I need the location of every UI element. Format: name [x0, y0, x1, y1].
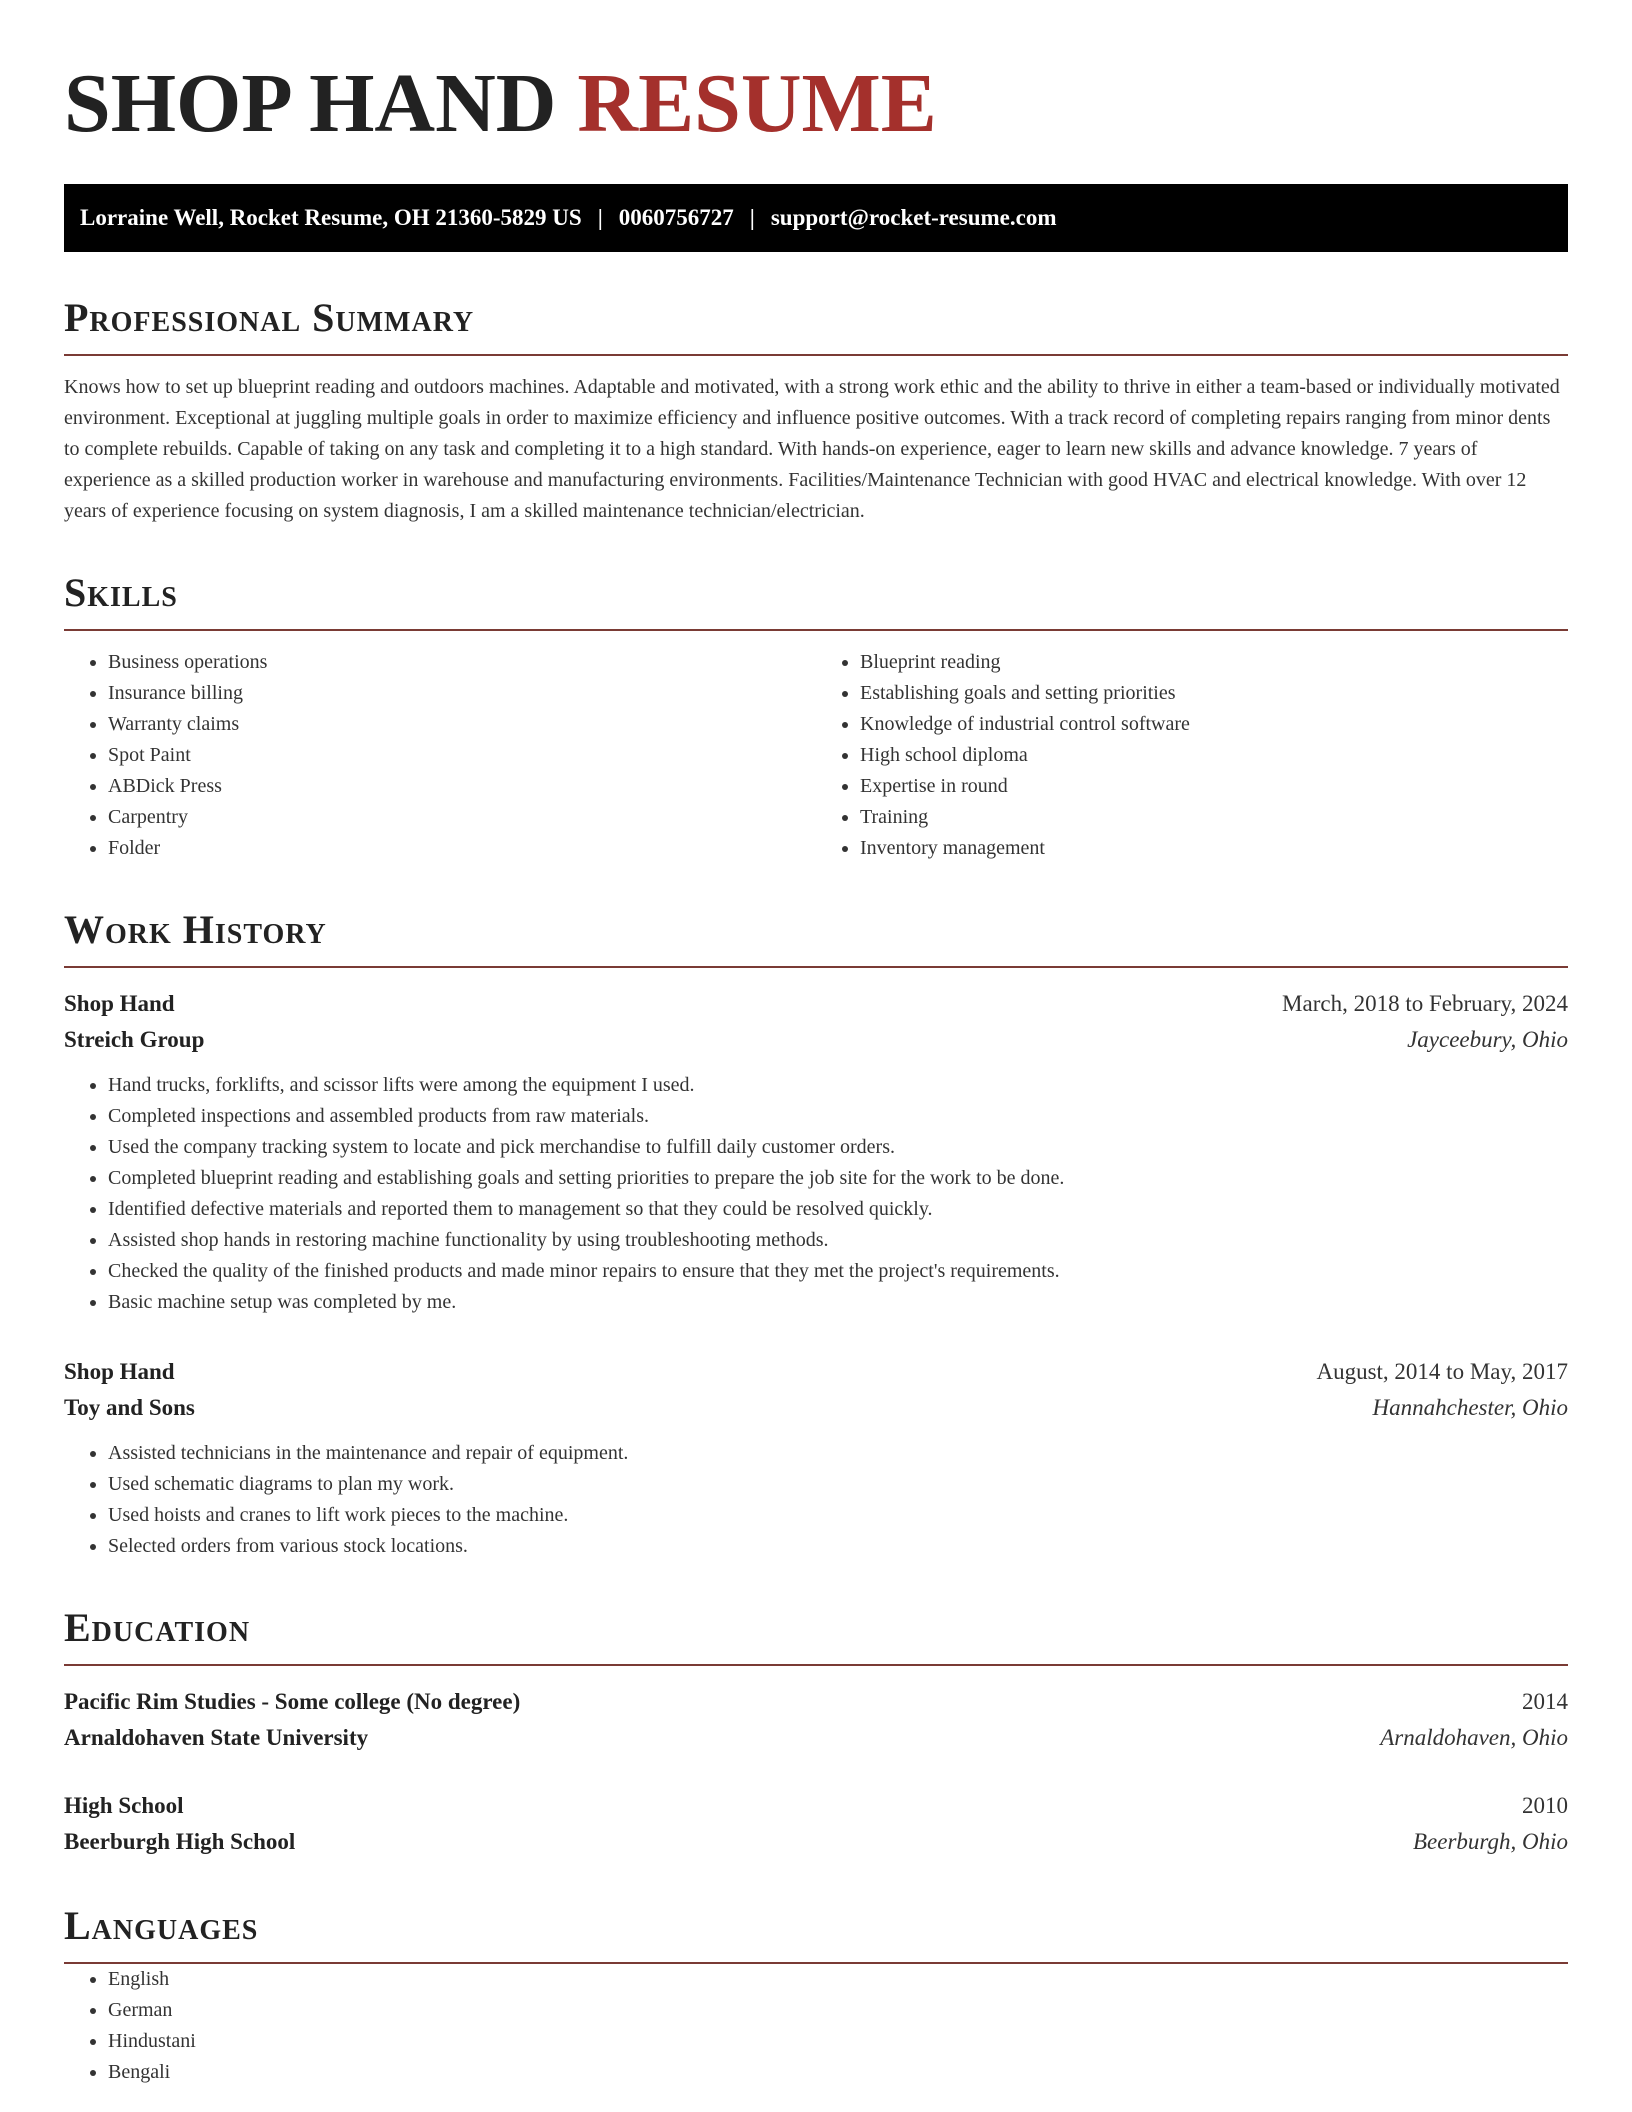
summary-text: Knows how to set up blueprint reading and outdoors machines. Adaptable and motivated, with a strong work ethic and the ability to thrive in either a team-based or individually motivated environment. Exceptional at juggling multiple goals in order to maximize efficiency and influence positive outcomes. With a track record of completing repairs ranging from minor dents to complete rebuilds. Capable of taking on any task and completing it to a high standard. With hands-on experience, eager to learn new skills and advance knowledge. 7 years of experience as a skilled production worker in warehouse and manufacturing environments. Facilities/Maintenance Technician with good HVAC and electrical knowledge. With over 12 years of experience focusing on system diagnosis, I am a skilled maintenance technician/electrician.: [64, 376, 1560, 522]
job-duty: • Used hoists and cranes to lift work pieces to the machine.: [108, 1500, 1568, 1531]
skill-item: • Training: [860, 802, 1568, 833]
job-duty: • Completed inspections and assembled products from raw materials.: [108, 1101, 1568, 1132]
job-header-row: [64, 986, 1568, 1022]
education-school-row: [64, 1824, 1568, 1860]
work-history-heading: Work History: [64, 908, 1568, 968]
education-year: 2014: [1522, 1689, 1568, 1714]
education-location: Beerburgh, Ohio: [1412, 1829, 1568, 1854]
job-title: Shop Hand: [64, 991, 175, 1016]
contact-phone: 0060756727: [618, 205, 734, 230]
language-item: • Hindustani: [108, 2026, 1568, 2057]
job-company: Toy and Sons: [64, 1395, 195, 1420]
job-title: Shop Hand: [64, 1359, 175, 1384]
job-duty: • Assisted technicians in the maintenance and repair of equipment.: [108, 1438, 1568, 1469]
job-entry: [64, 986, 1568, 1318]
contact-bar: [64, 184, 1568, 252]
skill-item: • Expertise in round: [860, 771, 1568, 802]
skills-columns: [64, 647, 1568, 864]
contact-separator: |: [749, 205, 755, 230]
job-location: Hannahchester, Ohio: [1372, 1395, 1568, 1420]
summary-heading: Professional Summary: [64, 296, 1568, 356]
job-duty: • Used the company tracking system to locate and pick merchandise to fulfill daily customer orders.: [108, 1132, 1568, 1163]
title-accent: RESUME: [577, 57, 937, 150]
skill-item: • Establishing goals and setting priorities: [860, 678, 1568, 709]
job-company: Streich Group: [64, 1027, 205, 1052]
education-entry: [64, 1684, 1568, 1756]
title-main: SHOP HAND: [64, 57, 557, 150]
education-heading: Education: [64, 1606, 1568, 1666]
contact-address: Lorraine Well, Rocket Resume, OH 21360-5829 US: [80, 205, 582, 230]
education-year: 2010: [1522, 1793, 1568, 1818]
skill-item: • Warranty claims: [108, 709, 816, 740]
job-location: Jayceebury, Ohio: [1407, 1027, 1568, 1052]
skill-item: • Knowledge of industrial control software: [860, 709, 1568, 740]
job-dates: August, 2014 to May, 2017: [1316, 1359, 1568, 1384]
job-duty: • Hand trucks, forklifts, and scissor lifts were among the equipment I used.: [108, 1070, 1568, 1101]
education-entry: [64, 1788, 1568, 1860]
language-item: • English: [108, 1964, 1568, 1995]
job-company-row: [64, 1022, 1568, 1058]
skills-list-left: [64, 647, 816, 864]
skill-item: • ABDick Press: [108, 771, 816, 802]
skills-list-right: [816, 647, 1568, 864]
contact-separator: |: [597, 205, 603, 230]
skill-item: • Business operations: [108, 647, 816, 678]
job-header-row: [64, 1354, 1568, 1390]
job-duty: • Checked the quality of the finished products and made minor repairs to ensure that they met the project's requirements.: [108, 1256, 1568, 1287]
languages-list: [64, 1964, 1568, 2088]
job-entry: [64, 1354, 1568, 1562]
skills-heading: Skills: [64, 571, 1568, 631]
skill-item: • Inventory management: [860, 833, 1568, 864]
skill-item: • Spot Paint: [108, 740, 816, 771]
skill-item: • High school diploma: [860, 740, 1568, 771]
job-duties: [64, 1438, 1568, 1562]
skill-item: • Folder: [108, 833, 816, 864]
language-item: • German: [108, 1995, 1568, 2026]
job-duty: • Used schematic diagrams to plan my work.: [108, 1469, 1568, 1500]
skill-item: • Insurance billing: [108, 678, 816, 709]
job-duty: • Assisted shop hands in restoring machine functionality by using troubleshooting methods.: [108, 1225, 1568, 1256]
job-duty: • Selected orders from various stock locations.: [108, 1531, 1568, 1562]
job-company-row: [64, 1390, 1568, 1426]
job-dates: March, 2018 to February, 2024: [1282, 991, 1568, 1016]
job-duty: • Basic machine setup was completed by me.: [108, 1287, 1568, 1318]
education-degree: Pacific Rim Studies - Some college (No degree): [64, 1689, 521, 1714]
skill-item: • Carpentry: [108, 802, 816, 833]
language-item: • Bengali: [108, 2057, 1568, 2088]
job-duties: [64, 1070, 1568, 1318]
resume-title: [64, 56, 1568, 152]
job-duty: • Completed blueprint reading and establishing goals and setting priorities to prepare the job site for the work to be done.: [108, 1163, 1568, 1194]
languages-heading: Languages: [64, 1904, 1568, 1964]
education-location: Arnaldohaven, Ohio: [1380, 1725, 1568, 1750]
skill-item: • Blueprint reading: [860, 647, 1568, 678]
education-school: Arnaldohaven State University: [64, 1725, 369, 1750]
contact-email: support@rocket-resume.com: [770, 205, 1057, 230]
education-degree-row: [64, 1788, 1568, 1824]
education-degree: High School: [64, 1793, 184, 1818]
education-school-row: [64, 1720, 1568, 1756]
job-duty: • Identified defective materials and reported them to management so that they could be resolved quickly.: [108, 1194, 1568, 1225]
education-degree-row: [64, 1684, 1568, 1720]
education-school: Beerburgh High School: [64, 1829, 296, 1854]
